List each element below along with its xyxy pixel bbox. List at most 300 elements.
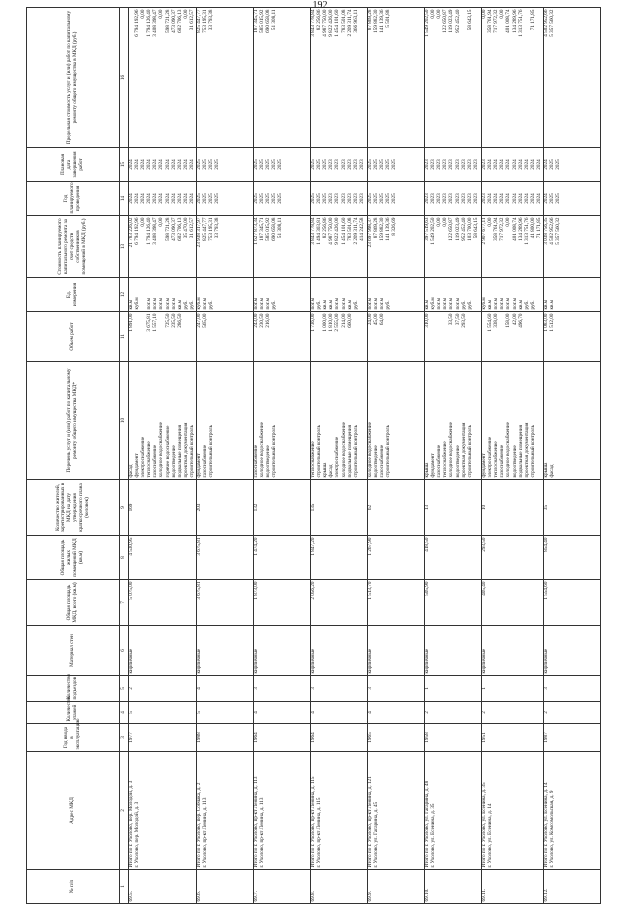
cell-line: куб.м bbox=[134, 297, 141, 310]
cell-line: пог.м bbox=[202, 298, 209, 310]
cell-line: 0,00 bbox=[140, 217, 147, 227]
table-cell-list bbox=[543, 216, 600, 278]
column-number: 4 bbox=[120, 702, 129, 724]
cell-line: 41 800,00 bbox=[529, 217, 536, 239]
cell-line: 2025 bbox=[391, 159, 398, 170]
table-cell: 69.10. bbox=[425, 870, 482, 904]
cell-line: 2025 bbox=[214, 159, 221, 170]
cell-line: пог.м bbox=[454, 298, 461, 310]
cell-line: 1 313 751,76 bbox=[523, 217, 530, 245]
cell-line: подвальные помещения bbox=[176, 425, 183, 478]
column-header: Год ввода в эксплуатацию bbox=[27, 724, 120, 752]
cell-line: 602 706,13 bbox=[176, 217, 183, 241]
column-number: 13 bbox=[120, 216, 129, 278]
cell-line: пог.м bbox=[253, 298, 260, 310]
cell-line: 2 209 311,74 bbox=[346, 9, 353, 37]
cell-line: 2025 bbox=[271, 193, 278, 204]
cell-line: 2023 bbox=[460, 159, 467, 170]
cell-line: 2024 bbox=[182, 159, 189, 170]
cell-line: 2023 bbox=[334, 159, 341, 170]
table-cell: 132 bbox=[254, 480, 311, 536]
table-cell: 1 267,90 bbox=[368, 536, 425, 580]
table-cell: 69.9. bbox=[368, 870, 425, 904]
table-cell: 418,50 bbox=[425, 536, 482, 580]
cell-line: 2024 bbox=[535, 193, 542, 204]
cell-line: 1 454 101,60 bbox=[334, 9, 341, 37]
cell-line: 2025 bbox=[202, 193, 209, 204]
column-number: 3 bbox=[120, 724, 129, 752]
cell-line: 122 650,87 bbox=[448, 217, 455, 241]
cell-line: 2023 bbox=[328, 193, 335, 204]
cell-line: 2024 bbox=[499, 193, 506, 204]
cell-line: 2023 bbox=[424, 159, 431, 170]
table-cell: 2 056,20 bbox=[311, 580, 368, 626]
column-header: Количество подъездов bbox=[27, 676, 120, 702]
cell-line: 2024 bbox=[146, 193, 153, 204]
cell-line: 2024 bbox=[511, 193, 518, 204]
cell-line: 2023 bbox=[466, 193, 473, 204]
cell-line: 2023 bbox=[442, 159, 449, 170]
cell-line: 3 843 778,84 bbox=[310, 9, 317, 37]
table-cell-list bbox=[368, 312, 425, 362]
cell-line: 2024 bbox=[176, 193, 183, 204]
table-cell: 35 bbox=[543, 480, 600, 536]
cell-line: 2023 bbox=[430, 193, 437, 204]
cell-line: 1 627 873,34 bbox=[253, 217, 260, 245]
cell-line: 2025 bbox=[549, 159, 556, 170]
cell-line: 5 501,88 bbox=[385, 9, 392, 28]
cell-line: 1 313 751,76 bbox=[517, 9, 524, 37]
cell-line: 1 794 126,40 bbox=[146, 217, 153, 245]
cell-line: 2025 bbox=[208, 159, 215, 170]
cell-line: 0,00 bbox=[505, 217, 512, 227]
cell-line: куб.м bbox=[430, 297, 437, 310]
cell-line: Итого по г. Ухолово, ул. Гагарина, д. 48 bbox=[424, 780, 431, 868]
cell-line: г. Ухолово, ул. Есенина, д. 14 bbox=[487, 803, 494, 868]
cell-line: 2023 bbox=[454, 159, 461, 170]
cell-line: г. Ухолово, ул. Комсомольская, д. 9 bbox=[549, 790, 556, 868]
column-number: 8 bbox=[120, 536, 129, 580]
table-cell: 2 bbox=[482, 702, 544, 724]
table-cell-list bbox=[254, 216, 311, 278]
cell-line: 23 697 998,37 bbox=[367, 217, 374, 248]
cell-line: 0,00 bbox=[182, 9, 189, 19]
cell-line: 0,00 bbox=[140, 9, 147, 19]
cell-line: кв.м bbox=[487, 299, 494, 310]
cell-line: руб. bbox=[460, 300, 467, 310]
cell-line: руб. bbox=[385, 300, 392, 310]
column-header: Стоимость планируемого капитального ремонта за счет средств собственников помещений в МКД (руб.) bbox=[27, 216, 120, 278]
cell-line: 0,00 bbox=[442, 217, 449, 227]
cell-line: 2024 bbox=[499, 159, 506, 170]
table-cell: 4 bbox=[254, 702, 311, 724]
table-cell-list bbox=[482, 8, 544, 148]
cell-line: 401 008,74 bbox=[511, 217, 518, 241]
cell-line: 2025 bbox=[259, 193, 266, 204]
cell-line: 2024 bbox=[505, 193, 512, 204]
table-cell: 1951 bbox=[482, 724, 544, 752]
cell-line: г. Ухолово, ул. Гагарина, д. 45 bbox=[373, 801, 380, 868]
table-cell: кирпичные bbox=[311, 626, 368, 676]
cell-line: 825 447,77 bbox=[196, 9, 203, 33]
cell-line: 37,50 bbox=[454, 313, 461, 326]
cell-line: 2025 bbox=[322, 193, 329, 204]
page-number: 192 bbox=[312, 0, 328, 11]
table-cell: 1964 bbox=[254, 724, 311, 752]
cell-line: проектная документация bbox=[460, 422, 467, 478]
cell-line: газоснабжение bbox=[152, 444, 159, 478]
cell-line: 71 171,85 bbox=[529, 9, 536, 31]
cell-line: 2023 bbox=[436, 159, 443, 170]
table-cell-list bbox=[543, 182, 600, 216]
cell-line: 2025 bbox=[373, 193, 380, 204]
cell-line: 82 256,86 bbox=[316, 9, 323, 31]
cell-line: 33 793,38 bbox=[214, 217, 221, 239]
cell-line: 31 612,57 bbox=[188, 9, 195, 31]
column-header: Материал стен bbox=[27, 626, 120, 676]
cell-line: 1 810,00 bbox=[328, 313, 335, 332]
table-cell-list bbox=[482, 752, 544, 870]
cell-line: водоотведение bbox=[454, 445, 461, 478]
column-header: Предельная стоимость услуг и (или) работ по капитальному ремонту общего имущества в МКД (руб.) bbox=[27, 8, 120, 148]
cell-line: 2025 bbox=[277, 193, 284, 204]
cell-line: проектная документация bbox=[523, 422, 530, 478]
cell-line: 42,00 bbox=[511, 313, 518, 326]
column-header: Ед. измерения bbox=[27, 278, 120, 312]
cell-line: крыша bbox=[424, 462, 431, 478]
cell-line: фасад bbox=[128, 464, 134, 478]
table-cell-list bbox=[197, 278, 254, 312]
cell-line: 2 555,00 bbox=[334, 313, 341, 332]
table-cell-list bbox=[368, 216, 425, 278]
cell-line: электроснабжение bbox=[140, 436, 147, 478]
cell-line: 3 408 398,47 bbox=[152, 9, 159, 37]
cell-line: 2024 bbox=[517, 159, 524, 170]
column-header: Плановая дата завершения работ bbox=[27, 148, 120, 182]
table-cell-list bbox=[482, 216, 544, 278]
table-cell-list bbox=[368, 148, 425, 182]
cell-line: газоснабжение bbox=[379, 444, 386, 478]
cell-line: теплоснабжение bbox=[493, 441, 500, 478]
cell-line: 397 519,63 bbox=[424, 217, 431, 241]
cell-line: руб. bbox=[529, 300, 536, 310]
table-cell: кирпичные bbox=[482, 626, 544, 676]
table-cell-list bbox=[311, 182, 368, 216]
cell-line: 338,00 bbox=[493, 313, 500, 328]
cell-line: пог.м bbox=[367, 298, 374, 310]
cell-line: 87 869,28 bbox=[373, 217, 380, 239]
cell-line: 9 822 426,00 bbox=[328, 9, 335, 37]
cell-line: 585 015,92 bbox=[259, 9, 266, 33]
cell-line: 103 700,00 bbox=[466, 217, 473, 241]
table-cell: 69.6. bbox=[197, 870, 254, 904]
table-cell-list bbox=[368, 182, 425, 216]
table-cell-list bbox=[197, 148, 254, 182]
cell-line: 2024 bbox=[140, 159, 147, 170]
table-cell: 4 bbox=[368, 702, 425, 724]
table-cell: 69.5. bbox=[129, 870, 197, 904]
cell-line: 598 721,28 bbox=[164, 217, 171, 241]
cell-line: 1 736,00 bbox=[310, 313, 317, 332]
cell-line: 660,00 bbox=[346, 313, 353, 328]
cell-line: 1 549 202,50 bbox=[430, 217, 437, 245]
cell-line: кв.м bbox=[549, 299, 556, 310]
table-cell-list bbox=[543, 8, 600, 148]
cell-line: 1 454 101,60 bbox=[340, 217, 347, 245]
table-cell-list bbox=[311, 312, 368, 362]
cell-line: 2025 bbox=[555, 193, 562, 204]
cell-line: 2024 bbox=[542, 159, 549, 170]
table-row bbox=[197, 8, 254, 904]
table-cell-list bbox=[197, 752, 254, 870]
cell-line: 2023 bbox=[481, 193, 488, 204]
cell-line: пог.м bbox=[340, 298, 347, 310]
cell-line: 414 242,58 bbox=[358, 217, 365, 241]
cell-line: 3 038 756,35 bbox=[542, 217, 549, 245]
table-cell-list bbox=[543, 362, 600, 480]
cell-line: 35 470,00 bbox=[182, 217, 189, 239]
cell-line: холодное водоснабжение bbox=[505, 422, 512, 478]
cell-line: кв.м bbox=[176, 299, 183, 310]
column-header: Год планируемого проведения bbox=[27, 182, 120, 216]
column-header: Адрес МКД bbox=[27, 752, 120, 870]
cell-line: 2023 bbox=[448, 193, 455, 204]
cell-line: пог.м bbox=[379, 298, 386, 310]
cell-line: 2024 bbox=[487, 159, 494, 170]
cell-line: пог.м bbox=[511, 298, 518, 310]
cell-line: кв.м bbox=[322, 299, 329, 310]
cell-line: 2025 bbox=[259, 159, 266, 170]
table-cell: 135 bbox=[311, 480, 368, 536]
cell-line: водоотведение bbox=[170, 445, 177, 478]
cell-line: 2023 bbox=[328, 159, 335, 170]
cell-line: куб.м bbox=[481, 297, 488, 310]
cell-line: 5 357 560,32 bbox=[549, 9, 556, 37]
table-cell: 3 bbox=[543, 676, 600, 702]
cell-line: 2024 bbox=[182, 193, 189, 204]
cell-line: пог.м bbox=[493, 298, 500, 310]
cell-line: руб. bbox=[188, 300, 195, 310]
cell-line: водоотведение bbox=[265, 445, 272, 478]
table-cell: кирпичные bbox=[425, 626, 482, 676]
cell-line: 2024 bbox=[146, 159, 153, 170]
cell-line: 51 308,11 bbox=[271, 9, 278, 31]
table-cell: 1 474,20 bbox=[254, 536, 311, 580]
cell-line: Итого по г. Ухолово, ул. Есенина, д. 14 bbox=[542, 782, 549, 868]
table-cell-list bbox=[129, 312, 197, 362]
capital-repair-table bbox=[26, 7, 601, 904]
table-cell: 293,50 bbox=[482, 536, 544, 580]
cell-line: горячее водоснабжение bbox=[164, 425, 171, 478]
cell-line: 141 139,36 bbox=[385, 217, 392, 241]
cell-line: 159 882,30 bbox=[379, 217, 386, 241]
cell-line: 2024 bbox=[505, 159, 512, 170]
cell-line: газоснабжение bbox=[436, 444, 443, 478]
cell-line: 2023 bbox=[424, 193, 431, 204]
cell-line: 2025 bbox=[265, 193, 272, 204]
cell-line: проектная документация bbox=[182, 422, 189, 478]
cell-line: электроснабжение bbox=[334, 436, 341, 478]
table-cell: 3 bbox=[254, 676, 311, 702]
cell-line: 2023 bbox=[340, 193, 347, 204]
cell-line: пог.м bbox=[442, 298, 449, 310]
table-cell-list bbox=[425, 362, 482, 480]
cell-line: пог.м bbox=[334, 298, 341, 310]
table-cell: 69.11. bbox=[482, 870, 544, 904]
cell-line: 2025 bbox=[310, 159, 317, 170]
column-header: Общая площадь МКД, всего (кв.м) bbox=[27, 580, 120, 626]
table-cell: 2 bbox=[129, 676, 197, 702]
cell-line: 2024 bbox=[158, 159, 165, 170]
cell-line: г. Ухолово, ул. Есенина, д. 35 bbox=[430, 803, 437, 868]
cell-line: пог.м bbox=[448, 298, 455, 310]
cell-line: пог.м bbox=[259, 298, 266, 310]
cell-line: 5 357 560,32 bbox=[555, 217, 562, 245]
cell-line: подвальные помещения bbox=[346, 425, 353, 478]
cell-line: 24,00 bbox=[367, 313, 374, 326]
cell-line: холодное водоснабжение bbox=[158, 422, 165, 478]
table-cell: 1 bbox=[482, 676, 544, 702]
column-number: 6 bbox=[120, 626, 129, 676]
cell-line: кв.м bbox=[346, 299, 353, 310]
cell-line: 2024 bbox=[152, 159, 159, 170]
cell-line: 0,00 bbox=[436, 9, 443, 19]
cell-line: фундамент bbox=[196, 453, 203, 478]
cell-line: пог.м bbox=[436, 298, 443, 310]
cell-line: строительный контроль bbox=[385, 425, 392, 478]
table-cell-list bbox=[129, 148, 197, 182]
cell-line: 2023 bbox=[442, 193, 449, 204]
cell-line: 2024 bbox=[128, 193, 134, 204]
cell-line: 2025 bbox=[555, 159, 562, 170]
cell-line: 2025 bbox=[202, 159, 209, 170]
cell-line: 0,00 bbox=[436, 217, 443, 227]
cell-line: 717 972,32 bbox=[493, 9, 500, 33]
cell-line: холодное водоснабжение bbox=[367, 422, 374, 478]
table-cell-list bbox=[129, 752, 197, 870]
cell-line: 2023 bbox=[334, 193, 341, 204]
table-row bbox=[482, 8, 544, 904]
cell-line: крыша bbox=[542, 462, 549, 478]
cell-line: фундамент bbox=[430, 453, 437, 478]
cell-line: руб. bbox=[182, 300, 189, 310]
table-cell: 4 bbox=[197, 676, 254, 702]
cell-line: Итого по г. Ухолово, пр-кт Ленина, д. 113 bbox=[253, 776, 260, 868]
cell-line: 2023 bbox=[352, 193, 359, 204]
table-cell-list bbox=[129, 8, 197, 148]
cell-line: 473 090,37 bbox=[170, 9, 177, 33]
table-cell: 69.8. bbox=[311, 870, 368, 904]
table-cell-list bbox=[425, 182, 482, 216]
table-cell: 5 bbox=[197, 702, 254, 724]
cell-line: 58 643,15 bbox=[472, 217, 479, 239]
table-cell: 505,90 bbox=[425, 580, 482, 626]
cell-line: пог.м bbox=[158, 298, 165, 310]
cell-line: фундамент bbox=[481, 453, 488, 478]
cell-line: 2024 bbox=[517, 193, 524, 204]
cell-line: пог.м bbox=[164, 298, 171, 310]
cell-line: строительный контроль bbox=[208, 425, 215, 478]
cell-line: 0,00 bbox=[158, 217, 165, 227]
cell-line: фасад bbox=[549, 464, 556, 478]
table-cell: 203 bbox=[197, 480, 254, 536]
cell-line: 473 090,37 bbox=[170, 217, 177, 241]
cell-line bbox=[272, 314, 278, 360]
cell-line: пог.м bbox=[265, 298, 272, 310]
table-cell-list bbox=[197, 8, 254, 148]
cell-line: 2024 bbox=[188, 159, 195, 170]
cell-line: 2024 bbox=[134, 159, 141, 170]
cell-line: пог.м bbox=[499, 298, 506, 310]
cell-line: 2025 bbox=[385, 159, 392, 170]
column-header: Перечень услуг и (или) работ по капитальному ремонту общего имущества МКД* bbox=[27, 362, 120, 480]
table-cell-list bbox=[311, 216, 368, 278]
cell-line: 2023 bbox=[466, 159, 473, 170]
cell-line: холодное водоснабжение bbox=[448, 422, 455, 478]
cell-line: 158,00 bbox=[505, 313, 512, 328]
table-cell-list bbox=[197, 182, 254, 216]
cell-line: 51 308,11 bbox=[277, 217, 284, 239]
cell-line: г. Ухолово, пр-кт Ленина, д. 113 bbox=[259, 797, 266, 868]
table-cell: 69.12. bbox=[543, 870, 600, 904]
cell-line: 286,50 bbox=[176, 313, 183, 328]
cell-line: 0,00 bbox=[481, 9, 488, 19]
cell-line: 293,50 bbox=[460, 313, 467, 328]
table-cell-list bbox=[425, 312, 482, 362]
cell-line: 2025 bbox=[310, 193, 317, 204]
table-cell-list bbox=[425, 752, 482, 870]
table-cell-list bbox=[311, 148, 368, 182]
cell-line: 214,00 bbox=[340, 313, 347, 328]
cell-line: 725,50 bbox=[164, 313, 171, 328]
cell-line: 2024 bbox=[128, 159, 134, 170]
cell-line: 952 452,40 bbox=[460, 217, 467, 241]
table-cell-list bbox=[254, 362, 311, 480]
table-cell-list bbox=[482, 362, 544, 480]
table-cell-list bbox=[368, 362, 425, 480]
table-cell-list bbox=[311, 278, 368, 312]
cell-line: 0,00 bbox=[487, 217, 494, 227]
table-row bbox=[425, 8, 482, 904]
column-numbers-row bbox=[120, 8, 129, 904]
cell-line: 8 326,69 bbox=[391, 217, 398, 236]
cell-line: Итого по г. Ухолово, пр-кт Ленина, д. 121 bbox=[367, 776, 374, 868]
cell-line: 310,00 bbox=[424, 313, 431, 328]
cell-line: 87 869,28 bbox=[367, 9, 374, 31]
cell-line: 2023 bbox=[358, 159, 365, 170]
table-row bbox=[543, 8, 600, 904]
cell-line: фасад bbox=[328, 464, 335, 478]
cell-line: 1 557,10 bbox=[152, 313, 159, 332]
cell-line: крыша bbox=[322, 462, 329, 478]
cell-line: 496,70 bbox=[517, 313, 524, 328]
cell-line: 753 195,31 bbox=[208, 217, 215, 241]
cell-line: 2025 bbox=[316, 193, 323, 204]
table-cell-list bbox=[368, 8, 425, 148]
cell-line: руб. bbox=[316, 300, 323, 310]
cell-line: 2025 bbox=[322, 159, 329, 170]
cell-line: газоснабжение bbox=[202, 444, 209, 478]
table-cell-list bbox=[254, 182, 311, 216]
cell-line: 230,50 bbox=[259, 313, 266, 328]
cell-line: 9 822 426,00 bbox=[334, 217, 341, 245]
table-cell: 2 bbox=[543, 702, 600, 724]
cell-line: 3 408 398,47 bbox=[152, 217, 159, 245]
table-cell: кирпичные bbox=[197, 626, 254, 676]
table-cell-list bbox=[311, 362, 368, 480]
cell-line: 216,00 bbox=[265, 313, 272, 328]
column-number: 15 bbox=[120, 148, 129, 182]
